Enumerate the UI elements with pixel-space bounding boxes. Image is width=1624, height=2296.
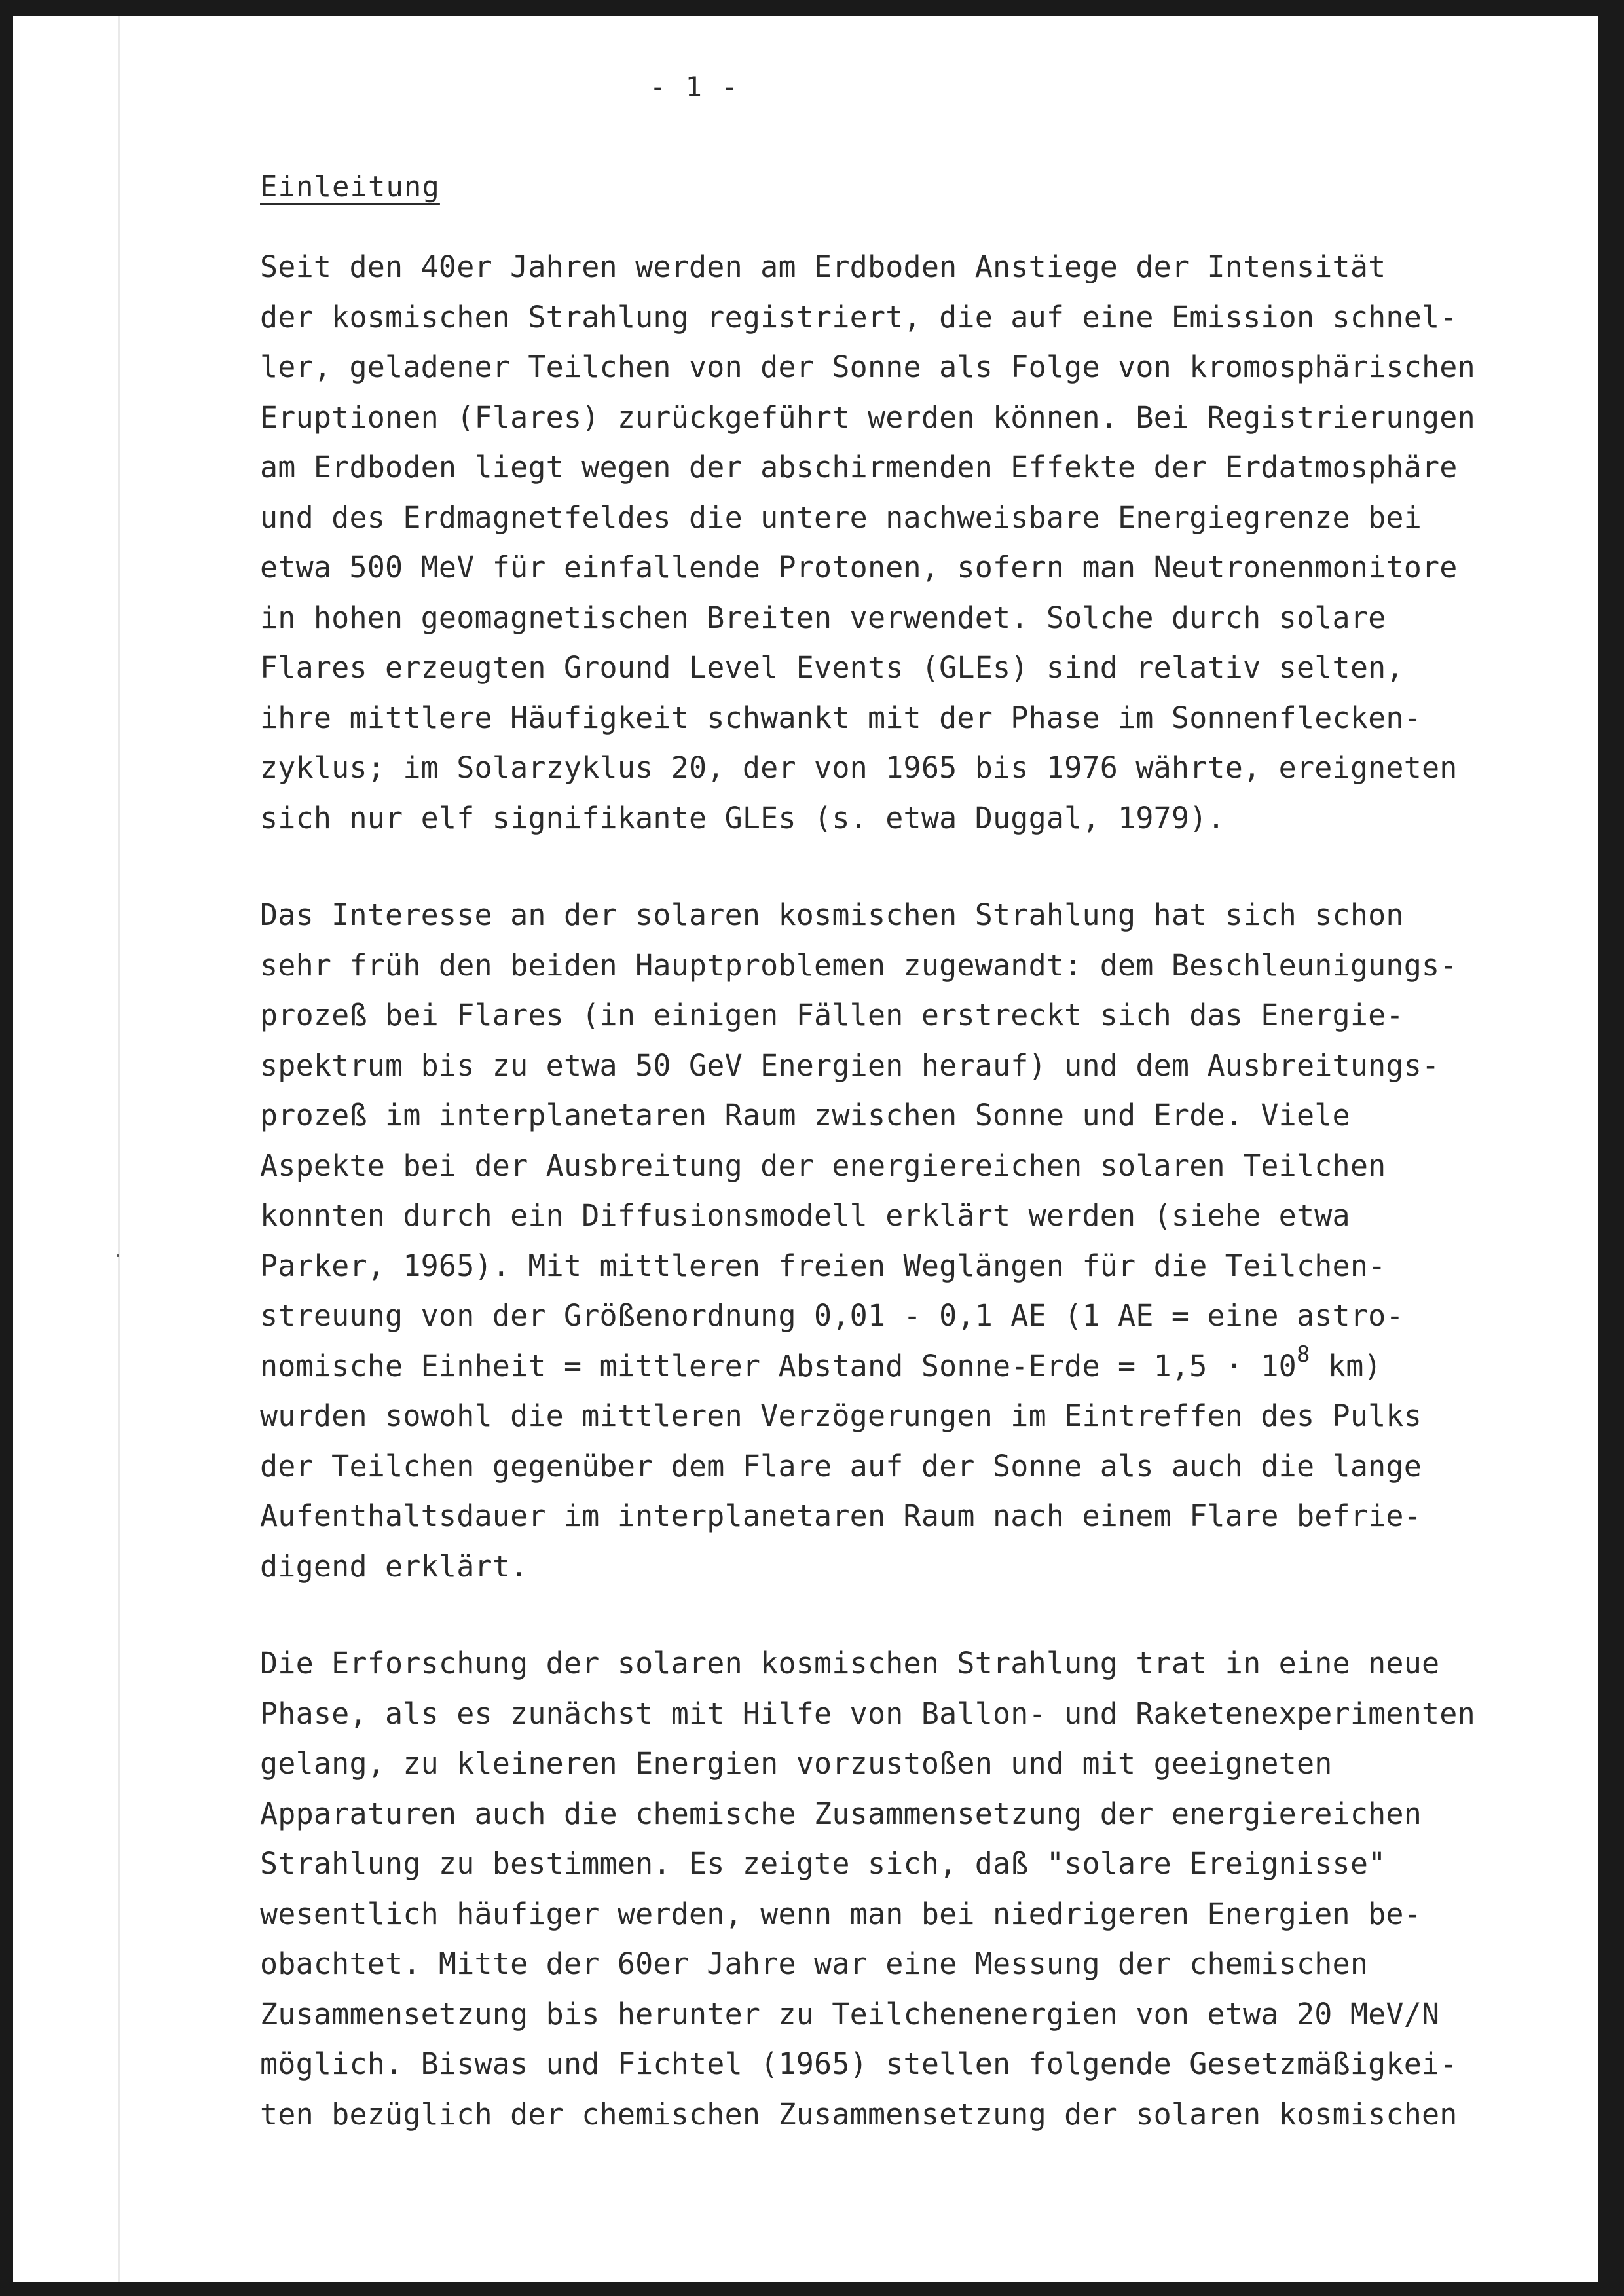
paragraph-1 — [260, 242, 1475, 843]
text-line: möglich. Biswas und Fichtel (1965) stellen folgende Gesetzmäßigkei- — [260, 2047, 1458, 2081]
text-line: Apparaturen auch die chemische Zusammensetzung der energiereichen — [260, 1796, 1422, 1831]
text-line: ten bezüglich der chemischen Zusammensetzung der solaren kosmischen — [260, 2096, 1458, 2132]
text-line: konnten durch ein Diffusionsmodell erklärt werden (siehe etwa — [260, 1198, 1350, 1233]
text-line: etwa 500 MeV für einfallende Protonen, sofern man Neutronenmonitore — [260, 550, 1458, 585]
text-line: gelang, zu kleineren Energien vorzustoßen und mit geeigneten — [260, 1746, 1333, 1781]
text-line: Phase, als es zunächst mit Hilfe von Ballon- und Raketenexperimenten — [260, 1696, 1475, 1731]
text-line-tail: km) — [1310, 1348, 1382, 1383]
text-line: in hohen geomagnetischen Breiten verwendet. Solche durch solare — [260, 600, 1386, 635]
text-line: Parker, 1965). Mit mittleren freien Weglängen für die Teilchen- — [260, 1248, 1386, 1283]
text-line: der kosmischen Strahlung registriert, die auf eine Emission schnel- — [260, 299, 1458, 335]
page-number: - 1 - — [650, 71, 739, 103]
exponent: 8 — [1296, 1341, 1310, 1368]
paragraph-2 — [260, 890, 1458, 1592]
scan-speck — [117, 1254, 119, 1257]
text-line: Seit den 40er Jahren werden am Erdboden Anstiege der Intensität — [260, 249, 1386, 284]
text-line: Das Interesse an der solaren kosmischen Strahlung hat sich schon — [260, 898, 1404, 932]
text-line: ihre mittlere Häufigkeit schwankt mit der Phase im Sonnenflecken- — [260, 700, 1422, 735]
text-line-with-exponent — [260, 1341, 1386, 1392]
text-line: ler, geladener Teilchen von der Sonne als Folge von kromosphärischen — [260, 350, 1475, 384]
page-edge-shadow — [118, 16, 120, 2282]
text-line: digend erklärt. — [260, 1548, 528, 1584]
text-line: sehr früh den beiden Hauptproblemen zugewandt: dem Beschleunigungs- — [260, 947, 1458, 983]
text-line: zyklus; im Solarzyklus 20, der von 1965 bis 1976 währte, ereigneten — [260, 750, 1458, 785]
text-line: spektrum bis zu etwa 50 GeV Energien herauf) und dem Ausbreitungs- — [260, 1048, 1440, 1083]
text-line: am Erdboden liegt wegen der abschirmenden Effekte der Erdatmosphäre — [260, 450, 1458, 484]
text-line: und des Erdmagnetfeldes die untere nachweisbare Energiegrenze bei — [260, 500, 1422, 535]
text-line: Flares erzeugten Ground Level Events (GLEs) sind relativ selten, — [260, 650, 1404, 685]
text-line: obachtet. Mitte der 60er Jahre war eine Messung der chemischen — [260, 1946, 1369, 1981]
text-line: Zusammensetzung bis herunter zu Teilchenenergien von etwa 20 MeV/N — [260, 1996, 1440, 2032]
text-line: prozeß bei Flares (in einigen Fällen erstreckt sich das Energie- — [260, 998, 1404, 1032]
section-heading: Einleitung — [260, 170, 440, 204]
text-line: der Teilchen gegenüber dem Flare auf der Sonne als auch die lange — [260, 1448, 1422, 1484]
text-line: Aufenthaltsdauer im interplanetaren Raum nach einem Flare befrie- — [260, 1499, 1422, 1533]
text-line: prozeß im interplanetaren Raum zwischen Sonne und Erde. Viele — [260, 1098, 1350, 1133]
text-line: Eruptionen (Flares) zurückgeführt werden können. Bei Registrierungen — [260, 399, 1475, 435]
paragraph-3 — [260, 1639, 1475, 2140]
text-line: Die Erforschung der solaren kosmischen Strahlung trat in eine neue — [260, 1646, 1440, 1681]
text-line: wurden sowohl die mittleren Verzögerungen im Eintreffen des Pulks — [260, 1398, 1422, 1433]
text-line: Aspekte bei der Ausbreitung der energiereichen solaren Teilchen — [260, 1148, 1386, 1183]
text-line: Strahlung zu bestimmen. Es zeigte sich, daß "solare Ereignisse" — [260, 1846, 1386, 1881]
text-line-base: nomische Einheit = mittlerer Abstand Sonne-Erde = 1,5 · 10 — [260, 1348, 1297, 1383]
text-line: sich nur elf signifikante GLEs (s. etwa Duggal, 1979). — [260, 800, 1225, 835]
text-line: streuung von der Größenordnung 0,01 - 0,1 AE (1 AE = eine astro- — [260, 1298, 1404, 1333]
text-line: wesentlich häufiger werden, wenn man bei niedrigeren Energien be- — [260, 1896, 1422, 1931]
